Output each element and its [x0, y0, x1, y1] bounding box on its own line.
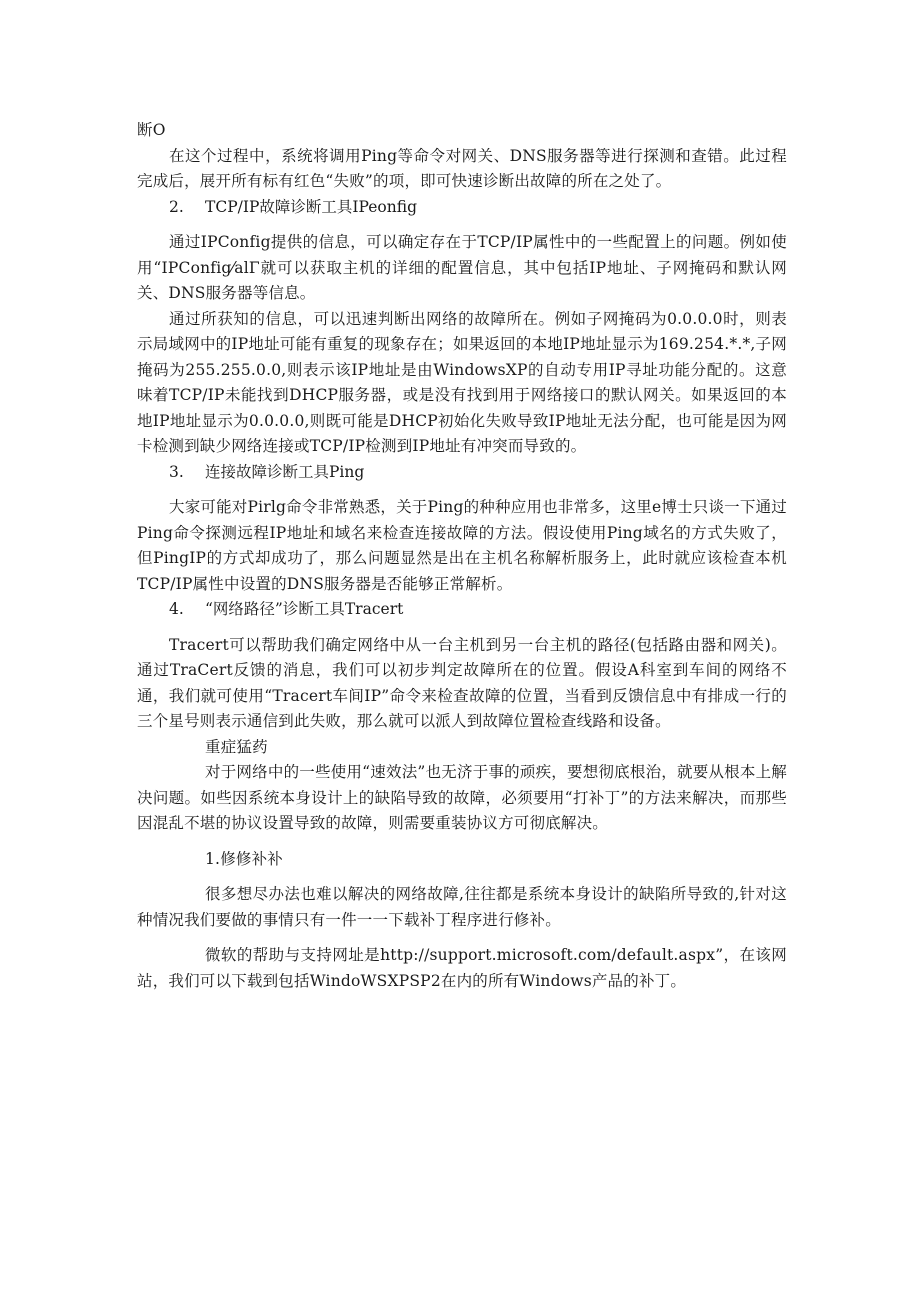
heading-number: 2.	[169, 197, 184, 216]
heading-heavy-remedy: 重症猛药	[205, 737, 268, 756]
heading-ping	[137, 460, 787, 486]
paragraph-patching: 很多想尽办法也难以解决的网络故障,往往都是系统本身设计的缺陷所导致的,针对这种情况我们要做的事情只有一件一一下载补丁程序进行修补。	[137, 885, 787, 929]
paragraph-fragment: 断O	[137, 121, 166, 139]
heading-text: TCP/IP故障诊断工具IPeonfig	[205, 197, 418, 216]
paragraph-microsoft-support: 微软的帮助与支持网址是http://support.microsoft.com/default.aspx”，在该网站，我们可以下载到包括WindoWSXPSP2在内的所有Windows产品的补丁。	[137, 946, 787, 990]
heading-tracert	[137, 597, 787, 623]
paragraph-process: 在这个过程中，系统将调用Ping等命令对网关、DNS服务器等进行探测和查错。此过程完成后，展开所有标有红色“失败”的项，即可快速诊断出故障的所在之处了。	[137, 146, 787, 190]
paragraph-heavy-remedy: 对于网络中的一些使用“速效法”也无济于事的顽疾，要想彻底根治，就要从根本上解决问题。如些因系统本身设计上的缺陷导致的故障，必须要用“打补丁”的方法来解决，而那些因混乱不堪的协议设置导致的故障，则需要重装协议方可彻底解决。	[137, 763, 787, 832]
paragraph-ping: 大家可能对Pirlg命令非常熟悉，关于Ping的种种应用也非常多，这里e博士只谈一下通过Ping命令探测远程IP地址和域名来检查连接故障的方法。假设使用Ping域名的方式失败了，但PingIP的方式却成功了，那么问题显然是出在主机名称解析服务上，此时就应该检查本机TCP/IP属性中设置的DNS服务器是否能够正常解析。	[137, 498, 787, 593]
heading-ipconfig	[137, 195, 787, 221]
heading-number: 4.	[169, 600, 184, 618]
paragraph-tracert: Tracert可以帮助我们确定网络中从一台主机到另一台主机的路径(包括路由器和网关)。通过TraCert反馈的消息，我们可以初步判定故障所在的位置。假设A科室到车间的网络不通，我们就可使用“Tracert车间IP”命令来检查故障的位置，当看到反馈信息中有排成一行的三个星号则表示通信到此失败，那么就可以派人到故障位置检查线路和设备。	[137, 635, 787, 730]
document-page	[137, 118, 787, 994]
heading-patching: 1.修修补补	[205, 849, 283, 868]
paragraph-ipconfig-intro: 通过IPConfig提供的信息，可以确定存在于TCP/IP属性中的一些配置上的问题。例如使用“IPConfig⁄alΓ就可以获取主机的详细的配置信息，其中包括IP地址、子网掩码和默认网关、DNS服务器等信息。	[137, 233, 787, 302]
heading-number: 3.	[169, 462, 184, 481]
heading-text: “网络路径”诊断工具Tracert	[205, 600, 404, 618]
paragraph-ipconfig-details: 通过所获知的信息，可以迅速判断出网络的故障所在。例如子网掩码为0.0.0.0时，则表示局域网中的IP地址可能有重复的现象存在；如果返回的本地IP地址显示为169.254.*.*,子网掩码为255.255.0.0,则表示该IP地址是由WindowsXP的自动专用IP寻址功能分配的。这意味着TCP/IP未能找到DHCP服务器，或是没有找到用于网络接口的默认网关。如果返回的本地IP地址显示为0.0.0.0,则既可能是DHCP初始化失败导致IP地址无法分配，也可能是因为网卡检测到缺少网络连接或TCP/IP检测到IP地址有冲突而导致的。	[137, 309, 787, 455]
heading-text: 连接故障诊断工具Ping	[205, 462, 365, 481]
